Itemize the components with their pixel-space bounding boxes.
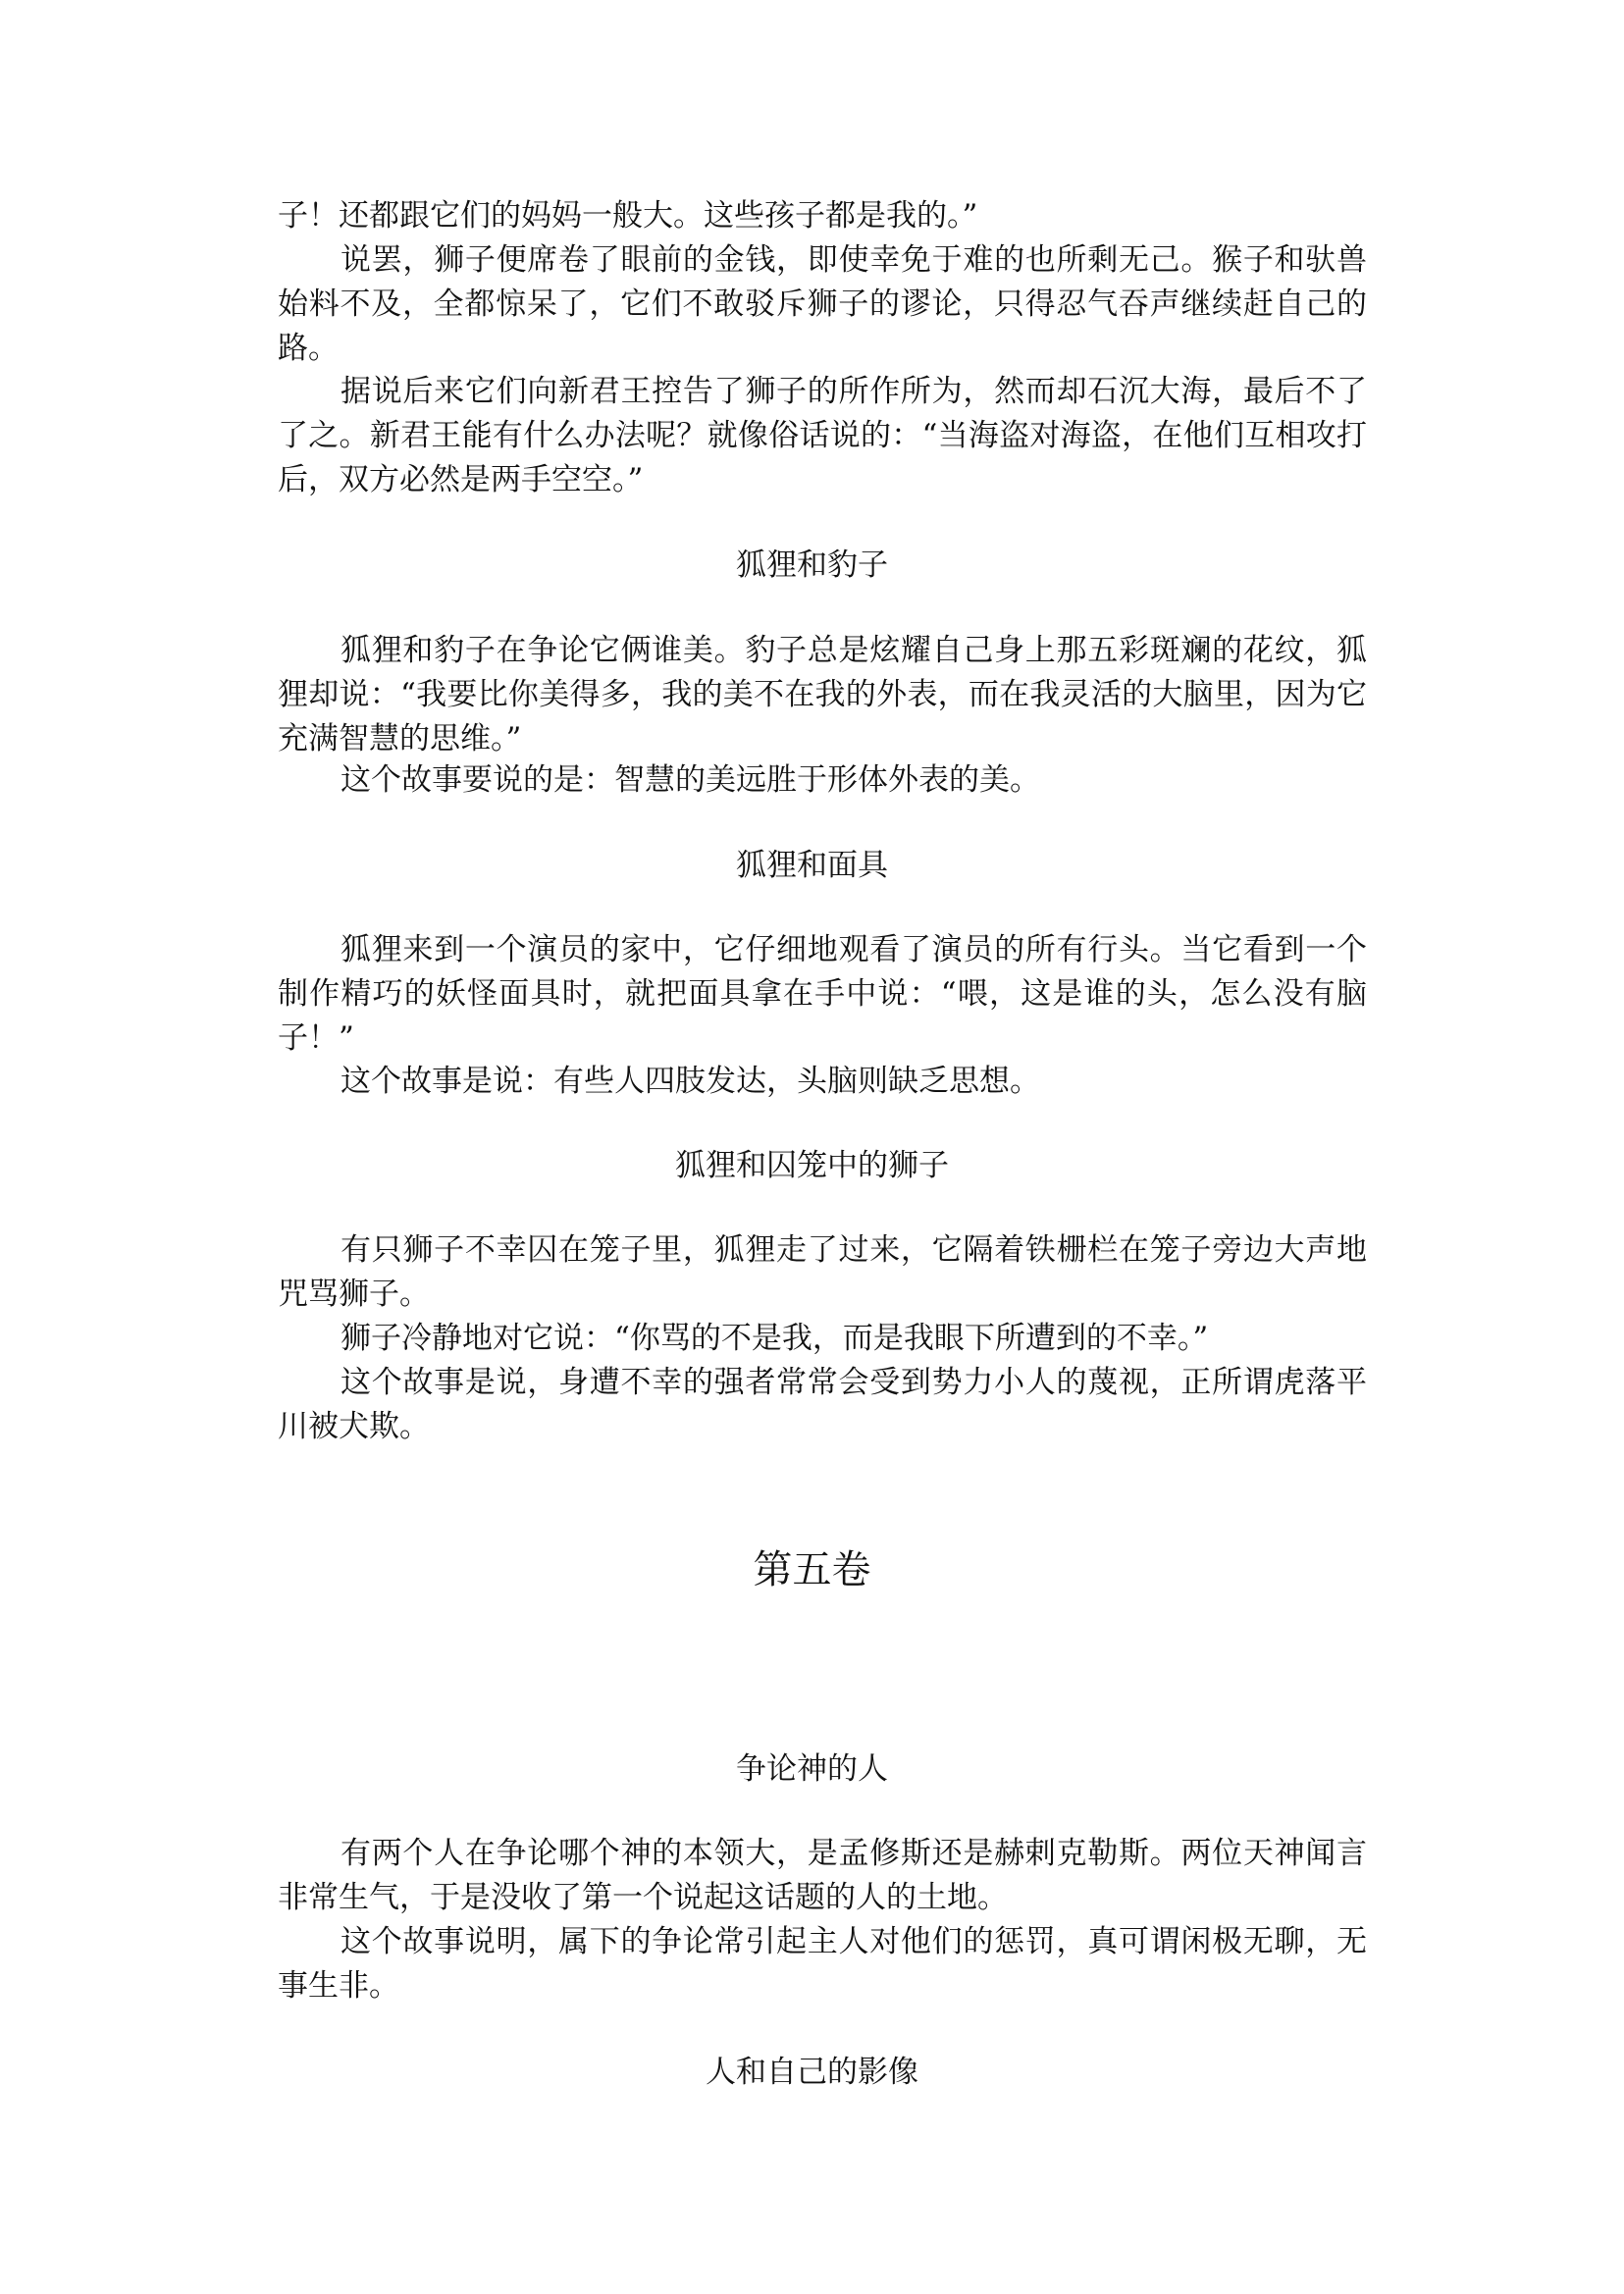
story3-paragraph-2: 这个故事是说：有些人四肢发达，头脑则缺乏思想。 [341,1064,1040,1099]
story-title-fox-and-leopard: 狐狸和豹子 [736,547,888,583]
story-title-arguing-about-gods: 争论神的人 [736,1751,888,1787]
story-title-fox-and-mask: 狐狸和面具 [736,848,888,883]
story1-paragraph-2: 说罢，狮子便席卷了眼前的金钱，即使幸免于难的也所剩无己。猴子和驮兽始料不及，全都惊呆了，它们不敢驳斥狮子的谬论，只得忍气吞声继续赶自己的路。 [278,242,1367,366]
story5-paragraph-2: 这个故事说明，属下的争论常引起主人对他们的惩罚，真可谓闲极无聊，无事生非。 [278,1924,1367,2004]
volume-title: 第五卷 [753,1547,871,1592]
story3-paragraph-1: 狐狸来到一个演员的家中，它仔细地观看了演员的所有行头。当它看到一个制作精巧的妖怪面具时，就把面具拿在手中说：“喂，这是谁的头，怎么没有脑子！” [278,932,1367,1056]
story5-paragraph-1: 有两个人在争论哪个神的本领大，是孟修斯还是赫剌克勒斯。两位天神闻言非常生气，于是没收了第一个说起这话题的人的土地。 [278,1836,1367,1915]
story2-paragraph-2: 这个故事要说的是：智慧的美远胜于形体外表的美。 [341,762,1040,798]
story-title-man-and-his-image: 人和自己的影像 [706,2055,918,2090]
story4-paragraph-1: 有只狮子不幸囚在笼子里，狐狸走了过来，它隔着铁栅栏在笼子旁边大声地咒骂狮子。 [278,1232,1367,1312]
story1-paragraph-3: 据说后来它们向新君王控告了狮子的所作所为，然而却石沉大海，最后不了了之。新君王能有什么办法呢？就像俗话说的：“当海盗对海盗，在他们互相攻打后，双方必然是两手空空。” [278,374,1367,497]
story4-paragraph-2: 狮子冷静地对它说：“你骂的不是我，而是我眼下所遭到的不幸。” [341,1321,1209,1356]
story2-paragraph-1: 狐狸和豹子在争论它俩谁美。豹子总是炫耀自己身上那五彩斑斓的花纹，狐狸却说：“我要比你美得多，我的美不在我的外表，而在我灵活的大脑里，因为它充满智慧的思维。” [278,633,1367,756]
story1-paragraph-1: 子！还都跟它们的妈妈一般大。这些孩子都是我的。” [278,198,978,234]
story-title-fox-and-caged-lion: 狐狸和囚笼中的狮子 [675,1148,949,1183]
story4-paragraph-3: 这个故事是说，身遭不幸的强者常常会受到势力小人的蔑视，正所谓虎落平川被犬欺。 [278,1365,1367,1444]
